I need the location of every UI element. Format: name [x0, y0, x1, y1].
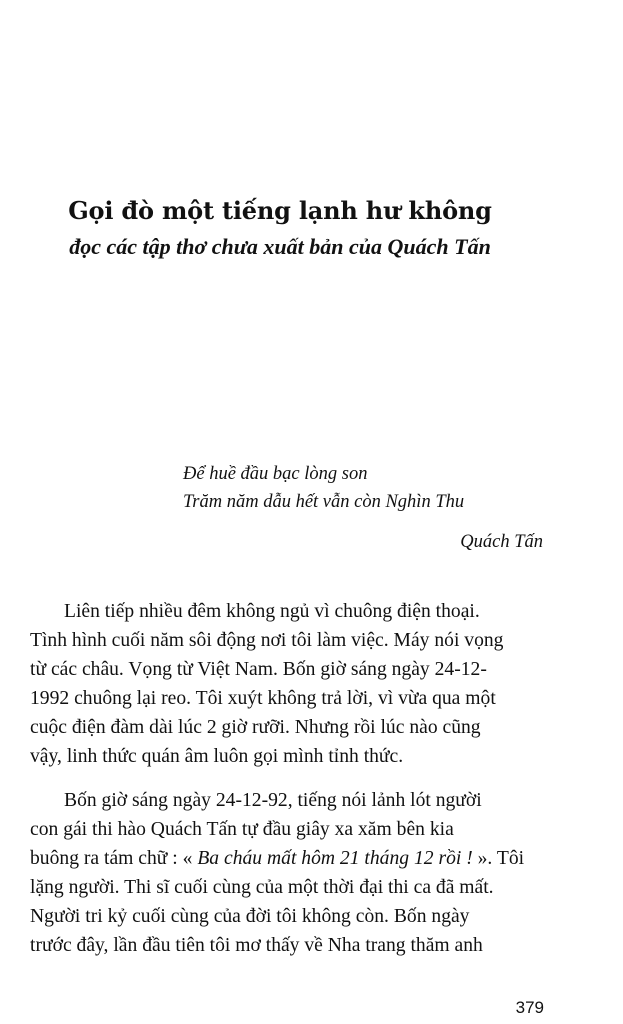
paragraph-line: Tình hình cuối năm sôi động nơi tôi làm việc. Máy nói vọng — [30, 630, 504, 652]
paragraph-line: Người tri kỷ cuối cùng của đời tôi không còn. Bốn ngày — [30, 906, 470, 928]
page-number: 379 — [515, 998, 544, 1017]
epigraph-line: Để huề đầu bạc lòng son — [183, 464, 368, 484]
paragraph-line-with-quote — [30, 844, 546, 873]
epigraph — [183, 460, 543, 516]
quoted-speech: Ba cháu mất hôm 21 tháng 12 rồi ! — [197, 848, 473, 870]
paragraph — [30, 786, 546, 961]
paragraph-line: trước đây, lần đầu tiên tôi mơ thấy về Nha trang thăm anh — [30, 935, 483, 957]
epigraph-line: Trăm năm dẫu hết vẫn còn Nghìn Thu — [183, 492, 465, 512]
quote-lead-text: buông ra tám chữ : « — [30, 848, 198, 870]
paragraph-line: lặng người. Thi sĩ cuối cùng của một thời đại thi ca đã mất. — [30, 877, 494, 899]
chapter-title: Gọi đò một tiếng lạnh hư không — [68, 196, 492, 225]
paragraph-line: con gái thi hào Quách Tấn tự đầu giây xa xăm bên kia — [30, 819, 454, 841]
paragraph-line: từ các châu. Vọng từ Việt Nam. Bốn giờ sáng ngày 24-12- — [30, 659, 487, 681]
paragraph-line: cuộc điện đàm dài lúc 2 giờ rưỡi. Nhưng rồi lúc nào cũng — [30, 717, 481, 739]
paragraph — [30, 597, 546, 772]
paragraph-line: 1992 chuông lại reo. Tôi xuýt không trả lời, vì vừa qua một — [30, 688, 496, 710]
quote-trail-text: ». Tôi — [472, 848, 525, 870]
chapter-subtitle: đọc các tập thơ chưa xuất bản của Quách Tấn — [69, 234, 491, 259]
epigraph-author: Quách Tấn — [460, 532, 543, 552]
paragraph-line: Liên tiếp nhiều đêm không ngủ vì chuông điện thoại. — [64, 601, 480, 622]
paragraph-line: Bốn giờ sáng ngày 24-12-92, tiếng nói lảnh lót người — [64, 790, 482, 811]
paragraph-line: vậy, linh thức quán âm luôn gọi mình tỉnh thức. — [30, 746, 404, 768]
